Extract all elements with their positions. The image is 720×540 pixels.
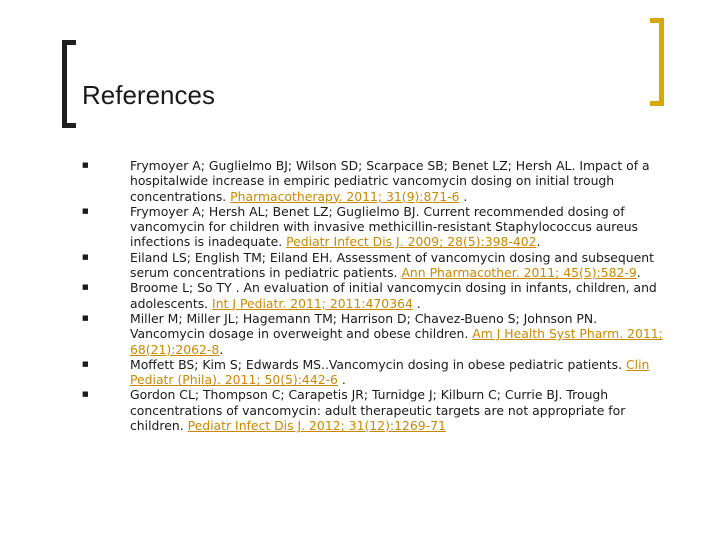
- reference-tail: .: [219, 341, 224, 357]
- bullet-icon: ■: [82, 161, 89, 169]
- citation-link[interactable]: Pediatr Infect Dis J. 2009; 28(5):398-402: [286, 234, 537, 250]
- reference-tail: .: [412, 295, 421, 311]
- bullet-icon: ■: [82, 359, 89, 368]
- list-item: [82, 204, 672, 250]
- citation-link[interactable]: Am J Health Syst Pharm. 2011; 68(21):2062-8: [130, 326, 663, 357]
- citation-link[interactable]: Int J Pediatr. 2011; 2011:470364: [212, 295, 413, 311]
- reference-text: Miller M; Miller JL; Hagemann TM; Harrison D; Chavez-Bueno S; Johnson PN. Vancomycin dosage in overweight and obese children.: [130, 310, 598, 342]
- reference-text: Frymoyer A; Guglielmo BJ; Wilson SD; Scarpace SB; Benet LZ; Hersh AL. Impact of a hospitalwide increase in empiric pediatric vancomycin dosing on initial trough concentrations.: [130, 158, 650, 204]
- list-item: [82, 250, 672, 281]
- reference-tail: .: [536, 234, 541, 250]
- citation-link[interactable]: Ann Pharmacother. 2011; 45(5):582-9: [401, 265, 637, 281]
- reference-tail: .: [337, 372, 346, 388]
- reference-text: Frymoyer A; Hersh AL; Benet LZ; Guglielmo BJ. Current recommended dosing of vancomycin for children with invasive methicillin-resistant Staphylococcus aureus infections is inadequate.: [130, 203, 638, 250]
- bullet-icon: ■: [82, 313, 89, 322]
- reference-text: Gordon CL; Thompson C; Carapetis JR; Turnidge J; Kilburn C; Currie BJ. Trough concentrations of vancomycin: adult therapeutic targets are not appropriate for children.: [130, 387, 626, 434]
- reference-tail: .: [459, 188, 468, 204]
- list-item: [82, 311, 672, 357]
- list-item: [82, 357, 672, 388]
- page-title: References: [82, 80, 215, 110]
- list-item: [82, 280, 672, 311]
- list-item: [82, 387, 672, 433]
- citation-link[interactable]: Pharmacotherapy. 2011; 31(9):871-6: [230, 188, 460, 204]
- citation-link[interactable]: Pediatr Infect Dis J. 2012; 31(12):1269-71: [187, 418, 446, 434]
- bullet-icon: ■: [82, 390, 89, 399]
- right-bracket-decoration: [650, 18, 664, 106]
- bullet-icon: ■: [82, 283, 89, 292]
- list-item: [82, 158, 672, 204]
- bullet-icon: ■: [82, 252, 89, 261]
- bullet-icon: ■: [82, 206, 89, 215]
- citation-link[interactable]: Clin Pediatr (Phila). 2011; 50(5):442-6: [130, 356, 650, 388]
- reference-text: Eiland LS; English TM; Eiland EH. Assessment of vancomycin dosing and subsequent serum concentrations in pediatric patients.: [130, 249, 654, 281]
- reference-tail: .: [636, 265, 641, 281]
- reference-list: [82, 158, 672, 433]
- reference-text: Broome L; So TY . An evaluation of initial vancomycin dosing in infants, children, and adolescents.: [130, 280, 657, 311]
- left-bracket-decoration: [62, 40, 76, 128]
- reference-text: Moffett BS; Kim S; Edwards MS..Vancomycin dosing in obese pediatric patients.: [130, 356, 626, 372]
